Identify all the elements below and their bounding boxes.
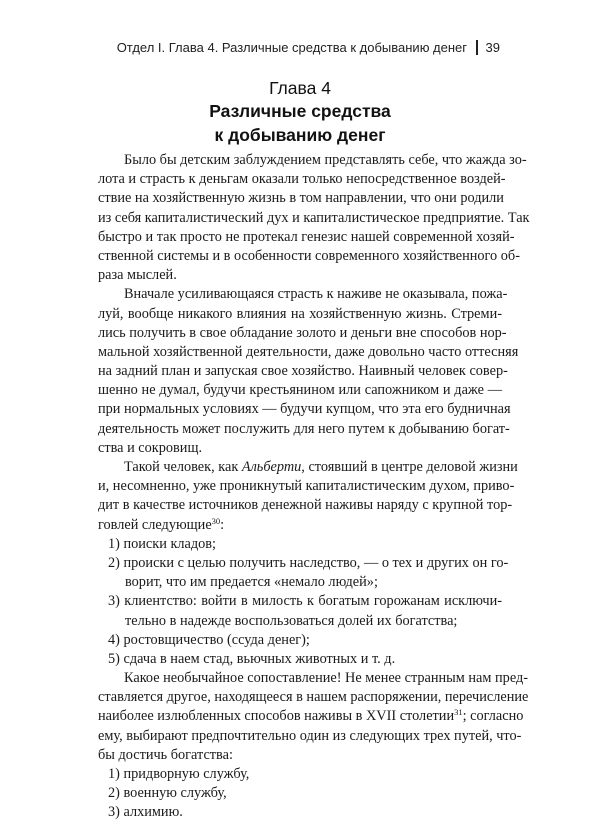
body-text: [98, 151, 530, 823]
paragraph-3: [98, 458, 518, 535]
text-line: Вначале усиливающаяся страсть к наживе не оказывала, пожа-: [124, 286, 508, 303]
text-line: Какое необычайное сопоставление! Не менее странным нам пред-: [124, 670, 529, 687]
page-number: 39: [485, 40, 500, 55]
text-line: луй, вообще никакого влияния на хозяйственную жизнь. Стреми-: [98, 305, 502, 322]
text-line: при нормальных условиях — будучи купцом, что эта его будничная: [98, 401, 511, 418]
paragraph-1: [98, 151, 530, 285]
text-line: ствие на хозяйственную жизнь в том направлении, что они родили: [98, 190, 504, 207]
chapter-title: [0, 99, 600, 147]
paragraph-2: [98, 285, 519, 458]
text-line: лота и страсть к деньгам оказали только непосредственное воздей-: [98, 171, 506, 188]
text-fragment: , стоявший в центре деловой жизни: [301, 459, 518, 475]
text-line: ственной системы и в особенности современного хозяйственного об-: [98, 247, 520, 264]
text-line: [98, 458, 518, 477]
text-line: бы достичь богатства:: [98, 746, 233, 763]
italic-name: Альберти: [241, 459, 302, 475]
text-fragment: говлей следующие: [98, 516, 212, 533]
list-item: 3) клиентство: войти в милость к богатым горожанам исключи-: [108, 593, 502, 610]
text-line: Было бы детским заблуждением представлять себе, что жажда зо-: [124, 152, 527, 168]
text-line: и, несомненно, уже проникнутый капиталистическим духом, приво-: [98, 478, 515, 495]
text-fragment: :: [220, 516, 225, 533]
list-item: 1) поиски кладов;: [108, 535, 217, 552]
text-line: ставляется другое, находящееся в нашем распоряжении, перечисление: [98, 689, 529, 706]
text-line: [98, 516, 502, 535]
text-fragment: наиболее излюбленных способов наживы в XVII столетии: [98, 708, 455, 725]
list-item: 2) происки с целью получить наследство, — о тех и других он го-: [108, 554, 509, 571]
text-line: из себя капиталистический дух и капиталистическое предприятие. Так: [98, 209, 530, 226]
list-item: 1) придворную службу,: [108, 766, 250, 782]
text-line: мальной хозяйственной деятельности, даже довольно часто оттесняя: [98, 343, 519, 360]
footnote-ref: 31: [454, 707, 463, 718]
text-line: ему, выбирают предпочтительно один из следующих трех путей, что-: [98, 727, 522, 744]
list-item: 4) ростовщичество (ссуда денег);: [108, 631, 310, 648]
text-line: быстро и так просто не протекал генезис нашей современной хозяй-: [98, 228, 515, 245]
footnote-ref: 30: [211, 515, 221, 526]
paragraph-4: [98, 669, 529, 765]
running-head-separator: [476, 40, 478, 55]
text-line: раза мыслей.: [98, 267, 177, 284]
list-paths-to-wealth: [98, 765, 502, 823]
list-sources-of-wealth: [98, 535, 509, 669]
text-fragment: Такой человек, как: [124, 459, 242, 475]
text-line: [98, 707, 524, 726]
running-head: [117, 40, 500, 55]
list-item: 2) военную службу,: [108, 785, 227, 802]
text-line: ства и сокровищ.: [98, 439, 203, 456]
list-item-continuation: ворит, что им предается «немало людей»;: [125, 574, 378, 591]
text-fragment: ; согласно: [462, 708, 524, 725]
text-line: деятельность может послужить для него путем к добыванию богат-: [98, 420, 510, 437]
chapter-title-line-2: к добыванию денег: [214, 125, 386, 145]
text-line: на задний план и запуская свое хозяйство. Наивный человек совер-: [98, 363, 508, 380]
list-item: 3) алхимию.: [108, 804, 183, 821]
text-line: дит в качестве источников денежной наживы наряду с крупной тор-: [98, 497, 513, 514]
list-item: 5) сдача в наем стад, вьючных животных и т. д.: [108, 650, 396, 667]
running-head-text: Отдел I. Глава 4. Различные средства к добыванию денег: [116, 40, 468, 55]
list-item-continuation: тельно в надежде воспользоваться долей их богатства;: [125, 612, 458, 629]
chapter-title-line-1: Различные средства: [209, 101, 391, 121]
chapter-number: Глава 4: [269, 78, 331, 98]
text-line: лись получить в свое обладание золото и деньги вне способов нор-: [98, 324, 507, 341]
text-line: шенно не думал, будучи крестьянином или сапожником и даже —: [98, 382, 502, 399]
